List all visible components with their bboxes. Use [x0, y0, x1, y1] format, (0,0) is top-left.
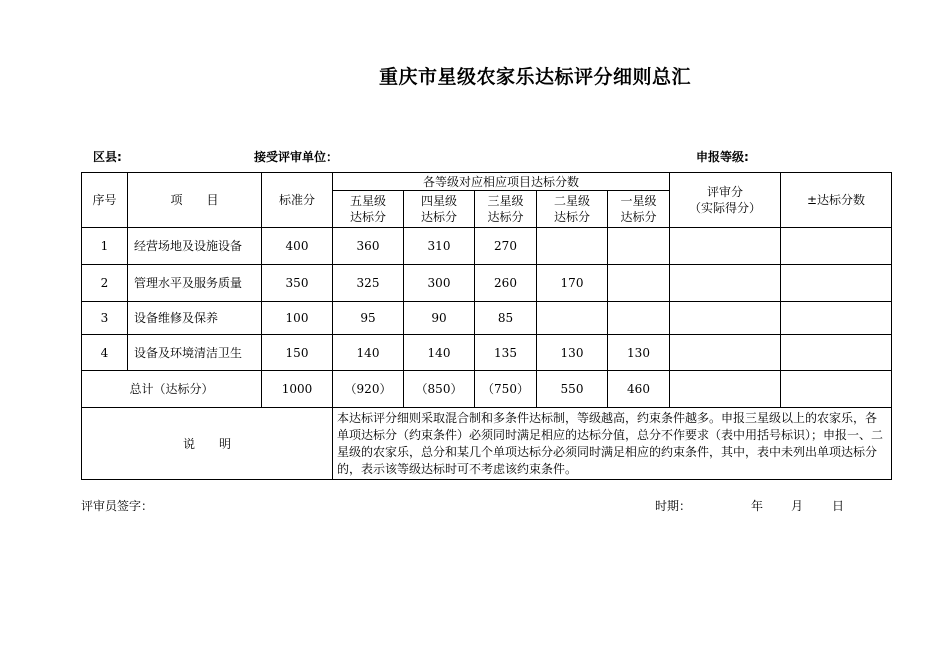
row-four-star: 140 — [404, 335, 475, 371]
row-one-star — [608, 265, 670, 302]
total-row — [82, 371, 892, 408]
header-two-star: 二星级 达标分 — [537, 191, 608, 228]
row-five-star: 95 — [333, 302, 404, 335]
row-standard: 100 — [262, 302, 333, 335]
row-one-star — [608, 302, 670, 335]
row-three-star: 135 — [475, 335, 537, 371]
row-seq: 4 — [82, 335, 128, 371]
row-item: 管理水平及服务质量 — [128, 265, 262, 302]
row-two-star: 170 — [537, 265, 608, 302]
row-item: 经营场地及设施设备 — [128, 228, 262, 265]
row-item: 设备维修及保养 — [128, 302, 262, 335]
table-row — [82, 265, 892, 302]
row-review-cell[interactable] — [670, 335, 781, 371]
row-three-star: 260 — [475, 265, 537, 302]
row-review-cell[interactable] — [670, 302, 781, 335]
row-five-star: 140 — [333, 335, 404, 371]
day-label: 日 — [832, 499, 845, 513]
note-label: 说 明 — [82, 408, 333, 480]
date-label: 时期： — [655, 499, 692, 513]
row-seq: 3 — [82, 302, 128, 335]
header-review: 评审分 （实际得分） — [670, 173, 781, 228]
row-standard: 400 — [262, 228, 333, 265]
total-label: 总计（达标分） — [82, 371, 262, 408]
row-seq: 1 — [82, 228, 128, 265]
reviewer-signature-label: 评审员签字： — [81, 499, 154, 513]
table-row — [82, 228, 892, 265]
row-review-cell[interactable] — [670, 265, 781, 302]
header-star-group: 各等级对应相应项目达标分数 — [333, 173, 670, 191]
total-four-star: （850） — [404, 371, 475, 408]
row-five-star: 360 — [333, 228, 404, 265]
row-diff-cell[interactable] — [781, 302, 892, 335]
row-item: 设备及环境清洁卫生 — [128, 335, 262, 371]
header-row-1 — [82, 173, 892, 191]
row-four-star: 310 — [404, 228, 475, 265]
note-row — [82, 408, 892, 480]
row-three-star: 85 — [475, 302, 537, 335]
total-review-cell[interactable] — [670, 371, 781, 408]
row-standard: 350 — [262, 265, 333, 302]
total-two-star: 550 — [537, 371, 608, 408]
note-text: 本达标评分细则采取混合制和多条件达标制，等级越高，约束条件越多。申报三星级以上的农家乐，各单项达标分（约束条件）必须同时满足相应的达标分值，总分不作要求（表中用括号标识）；申报一、二星级的农家乐，总分和某几个单项达标分必须同时满足相应的约束条件，其中，表中未列出单项达标分的，表示该等级达标时可不考虑该约束条件。 — [333, 408, 892, 480]
header-one-star: 一星级 达标分 — [608, 191, 670, 228]
row-seq: 2 — [82, 265, 128, 302]
header-three-star: 三星级 达标分 — [475, 191, 537, 228]
row-one-star: 130 — [608, 335, 670, 371]
total-one-star: 460 — [608, 371, 670, 408]
total-three-star: （750） — [475, 371, 537, 408]
row-five-star: 325 — [333, 265, 404, 302]
month-label: 月 — [791, 499, 804, 513]
header-seq: 序号 — [82, 173, 128, 228]
total-standard: 1000 — [262, 371, 333, 408]
row-diff-cell[interactable] — [781, 228, 892, 265]
page-title: 重庆市星级农家乐达标评分细则总汇 — [378, 66, 691, 88]
row-two-star — [537, 228, 608, 265]
level-label: 申报等级: — [696, 150, 749, 164]
total-five-star: （920） — [333, 371, 404, 408]
year-label: 年 — [751, 499, 764, 513]
row-standard: 150 — [262, 335, 333, 371]
header-five-star: 五星级 达标分 — [333, 191, 404, 228]
row-diff-cell[interactable] — [781, 335, 892, 371]
row-two-star: 130 — [537, 335, 608, 371]
header-item: 项 目 — [128, 173, 262, 228]
row-diff-cell[interactable] — [781, 265, 892, 302]
row-two-star — [537, 302, 608, 335]
table-row — [82, 302, 892, 335]
unit-label: 接受评审单位： — [254, 150, 339, 164]
header-four-star: 四星级 达标分 — [404, 191, 475, 228]
district-label: 区县: — [93, 150, 122, 164]
row-one-star — [608, 228, 670, 265]
score-table — [81, 172, 892, 480]
table-row — [82, 335, 892, 371]
row-four-star: 300 — [404, 265, 475, 302]
row-three-star: 270 — [475, 228, 537, 265]
row-four-star: 90 — [404, 302, 475, 335]
row-review-cell[interactable] — [670, 228, 781, 265]
total-diff-cell[interactable] — [781, 371, 892, 408]
header-standard: 标准分 — [262, 173, 333, 228]
header-diff: ±达标分数 — [781, 173, 892, 228]
